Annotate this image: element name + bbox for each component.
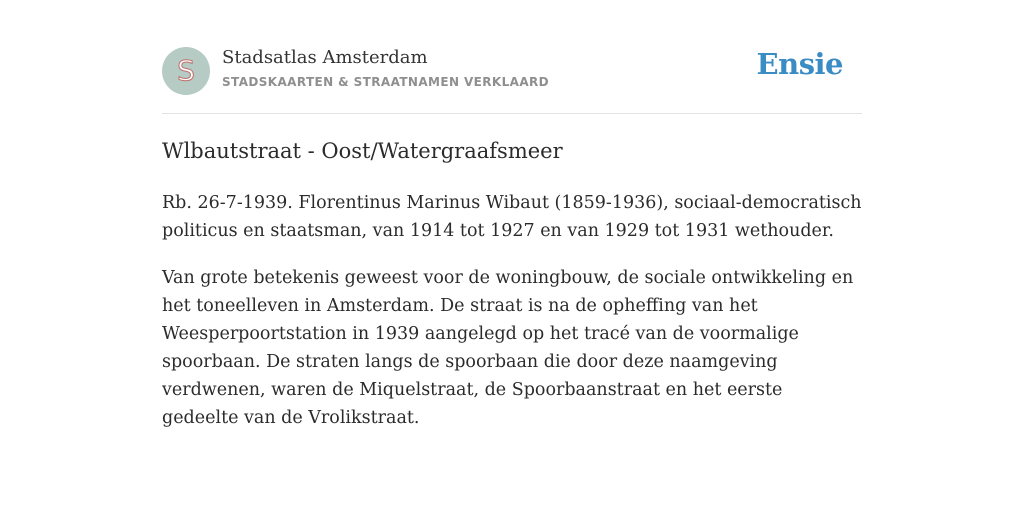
ensie-logo[interactable]: Ensie [756,47,843,81]
site-subtitle: STADSKAARTEN & STRAATNAMEN VERKLAARD [222,75,550,89]
entry-body [162,189,862,451]
entry-title: Wlbautstraat - Oost/Watergraafsmeer [162,139,563,163]
entry-paragraph: Van grote betekenis geweest voor de woningbouw, de sociale ontwikkeling en het toneelleven in Amsterdam. De straat is na de opheffing van het Weesperpoortstation in 1939 aangelegd op het tracé van de voormalige spoorbaan. De straten langs de spoorbaan die door deze naamgeving verdwenen, waren de Miquelstraat, de Spoorbaanstraat en het eerste gedeelte van de Vrolikstraat. [162,268,854,428]
page-container [162,0,862,428]
site-header [162,0,862,114]
site-title[interactable]: Stadsatlas Amsterdam [222,47,428,68]
entry-paragraph: Rb. 26-7-1939. Florentinus Marinus Wibaut (1859-1936), sociaal-democratisch politicus en staatsman, van 1914 tot 1927 en van 1929 tot 1931 wethouder. [162,193,862,241]
avatar[interactable]: S [162,47,210,95]
